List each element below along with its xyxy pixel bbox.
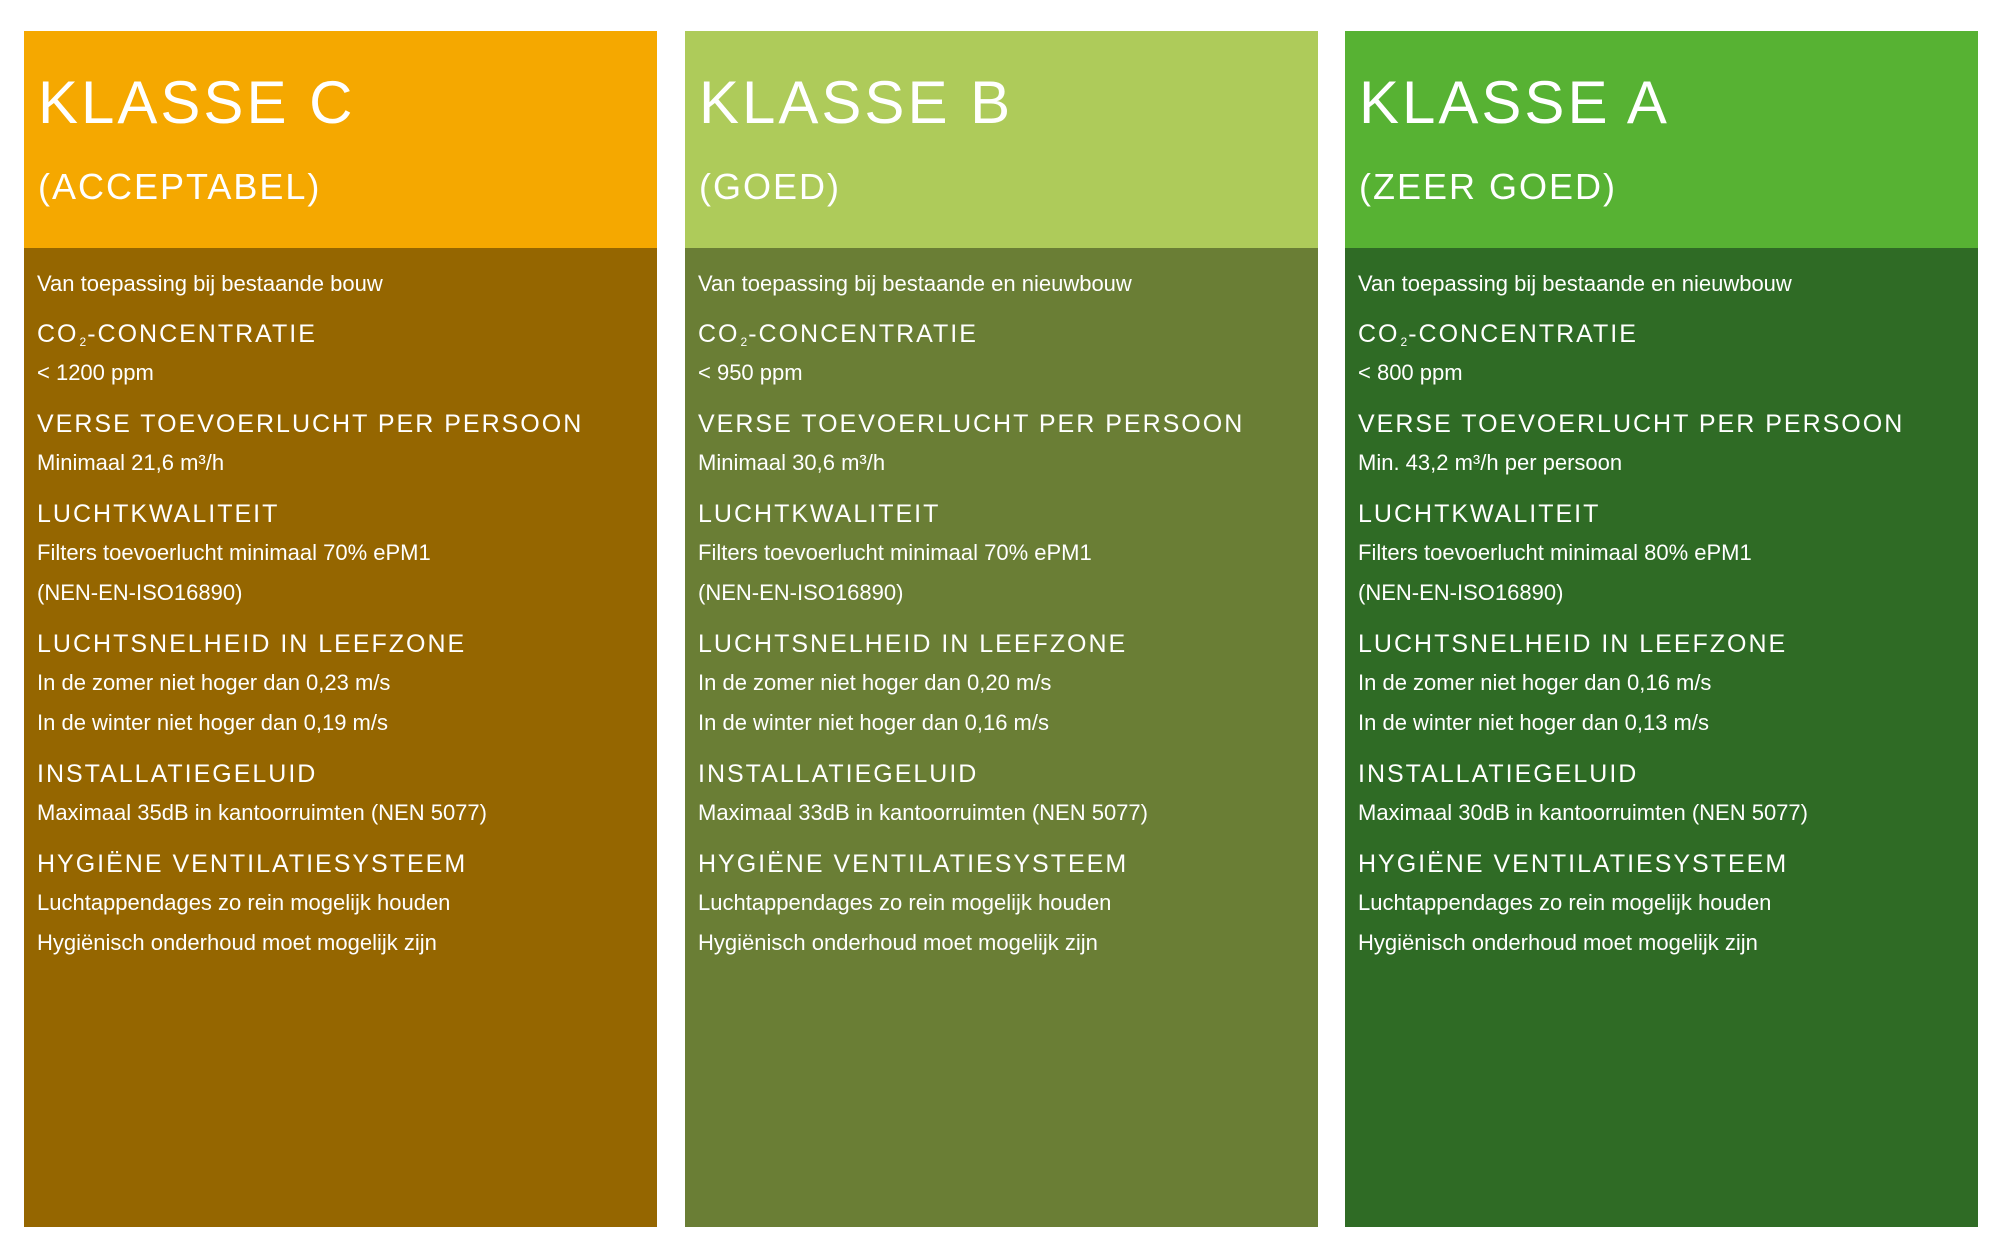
hygiene-line-1: Luchtappendages zo rein mogelijk houden: [37, 890, 451, 915]
fresh-air-value: Minimaal 21,6 m³/h: [37, 450, 225, 475]
co2-value: < 950 ppm: [698, 360, 803, 385]
noise-heading: INSTALLATIEGELUID: [698, 760, 979, 788]
air-speed-section: [37, 628, 657, 740]
fresh-air-heading: VERSE TOEVOERLUCHT PER PERSOON: [1358, 410, 1905, 438]
class-c-column: [24, 31, 657, 1227]
class-b-column: [685, 31, 1318, 1227]
air-quality-line-2: (NEN-EN-ISO16890): [37, 580, 243, 605]
fresh-air-value: Minimaal 30,6 m³/h: [698, 450, 886, 475]
co2-heading: $CO_2$-CONCENTRATIE: [698, 320, 978, 349]
hygiene-line-2: Hygiënisch onderhoud moet mogelijk zijn: [698, 930, 1098, 955]
fresh-air-heading: VERSE TOEVOERLUCHT PER PERSOON: [37, 410, 584, 438]
class-c-intro: Van toepassing bij bestaande bouw: [37, 271, 383, 296]
air-speed-winter: In de winter niet hoger dan 0,19 m/s: [37, 710, 388, 735]
fresh-air-section: [698, 408, 1318, 480]
hygiene-heading: HYGIËNE VENTILATIESYSTEEM: [37, 850, 468, 878]
air-quality-section: [1358, 498, 1978, 610]
air-quality-line-2: (NEN-EN-ISO16890): [1358, 580, 1564, 605]
class-a-title: KLASSE A: [1359, 69, 1670, 136]
noise-heading: INSTALLATIEGELUID: [37, 760, 318, 788]
class-b-subtitle: (GOED): [699, 166, 841, 207]
co2-value: < 1200 ppm: [37, 360, 154, 385]
noise-heading: INSTALLATIEGELUID: [1358, 760, 1639, 788]
class-b-header: [685, 31, 1318, 248]
air-quality-section: [37, 498, 657, 610]
class-a-column: [1345, 31, 1978, 1227]
class-b-intro: Van toepassing bij bestaande en nieuwbouw: [698, 271, 1132, 296]
hygiene-line-1: Luchtappendages zo rein mogelijk houden: [698, 890, 1112, 915]
hygiene-section: [698, 848, 1318, 960]
class-a-body: [1345, 248, 1978, 1227]
noise-section: [1358, 758, 1978, 830]
air-speed-winter: In de winter niet hoger dan 0,13 m/s: [1358, 710, 1709, 735]
co2-section: [37, 318, 657, 390]
noise-section: [698, 758, 1318, 830]
class-c-title: KLASSE C: [38, 69, 356, 136]
fresh-air-value: Min. 43,2 m³/h per persoon: [1358, 450, 1623, 475]
fresh-air-section: [1358, 408, 1978, 480]
hygiene-line-2: Hygiënisch onderhoud moet mogelijk zijn: [37, 930, 437, 955]
air-quality-section: [698, 498, 1318, 610]
noise-value: Maximaal 30dB in kantoorruimten (NEN 5077): [1358, 800, 1808, 825]
co2-section: [698, 318, 1318, 390]
air-speed-winter: In de winter niet hoger dan 0,16 m/s: [698, 710, 1049, 735]
air-speed-summer: In de zomer niet hoger dan 0,20 m/s: [698, 670, 1052, 695]
air-quality-line-2: (NEN-EN-ISO16890): [698, 580, 904, 605]
air-quality-line-1: Filters toevoerlucht minimaal 80% ePM1: [1358, 540, 1752, 565]
air-speed-summer: In de zomer niet hoger dan 0,23 m/s: [37, 670, 391, 695]
co2-heading: $CO_2$-CONCENTRATIE: [1358, 320, 1638, 349]
co2-section: [1358, 318, 1978, 390]
hygiene-line-1: Luchtappendages zo rein mogelijk houden: [1358, 890, 1772, 915]
air-quality-line-1: Filters toevoerlucht minimaal 70% ePM1: [37, 540, 431, 565]
fresh-air-section: [37, 408, 657, 480]
class-a-subtitle: (ZEER GOED): [1359, 166, 1618, 207]
hygiene-section: [37, 848, 657, 960]
air-speed-heading: LUCHTSNELHEID IN LEEFZONE: [37, 630, 467, 658]
noise-section: [37, 758, 657, 830]
hygiene-heading: HYGIËNE VENTILATIESYSTEEM: [698, 850, 1129, 878]
class-c-body: [24, 248, 657, 1227]
class-b-title: KLASSE B: [699, 69, 1014, 136]
air-speed-summer: In de zomer niet hoger dan 0,16 m/s: [1358, 670, 1712, 695]
class-c-subtitle: (ACCEPTABEL): [38, 166, 322, 207]
class-b-body: [685, 248, 1318, 1227]
fresh-air-heading: VERSE TOEVOERLUCHT PER PERSOON: [698, 410, 1245, 438]
hygiene-line-2: Hygiënisch onderhoud moet mogelijk zijn: [1358, 930, 1758, 955]
air-quality-heading: LUCHTKWALITEIT: [698, 500, 941, 528]
hygiene-heading: HYGIËNE VENTILATIESYSTEEM: [1358, 850, 1789, 878]
noise-value: Maximaal 35dB in kantoorruimten (NEN 5077): [37, 800, 487, 825]
hygiene-section: [1358, 848, 1978, 960]
co2-heading: $CO_2$-CONCENTRATIE: [37, 320, 317, 349]
class-a-header: [1345, 31, 1978, 248]
class-c-header: [24, 31, 657, 248]
air-speed-section: [698, 628, 1318, 740]
class-a-intro: Van toepassing bij bestaande en nieuwbouw: [1358, 271, 1792, 296]
air-quality-heading: LUCHTKWALITEIT: [1358, 500, 1601, 528]
air-quality-heading: LUCHTKWALITEIT: [37, 500, 280, 528]
co2-value: < 800 ppm: [1358, 360, 1463, 385]
air-speed-section: [1358, 628, 1978, 740]
air-quality-line-1: Filters toevoerlucht minimaal 70% ePM1: [698, 540, 1092, 565]
air-speed-heading: LUCHTSNELHEID IN LEEFZONE: [1358, 630, 1788, 658]
noise-value: Maximaal 33dB in kantoorruimten (NEN 5077): [698, 800, 1148, 825]
air-speed-heading: LUCHTSNELHEID IN LEEFZONE: [698, 630, 1128, 658]
